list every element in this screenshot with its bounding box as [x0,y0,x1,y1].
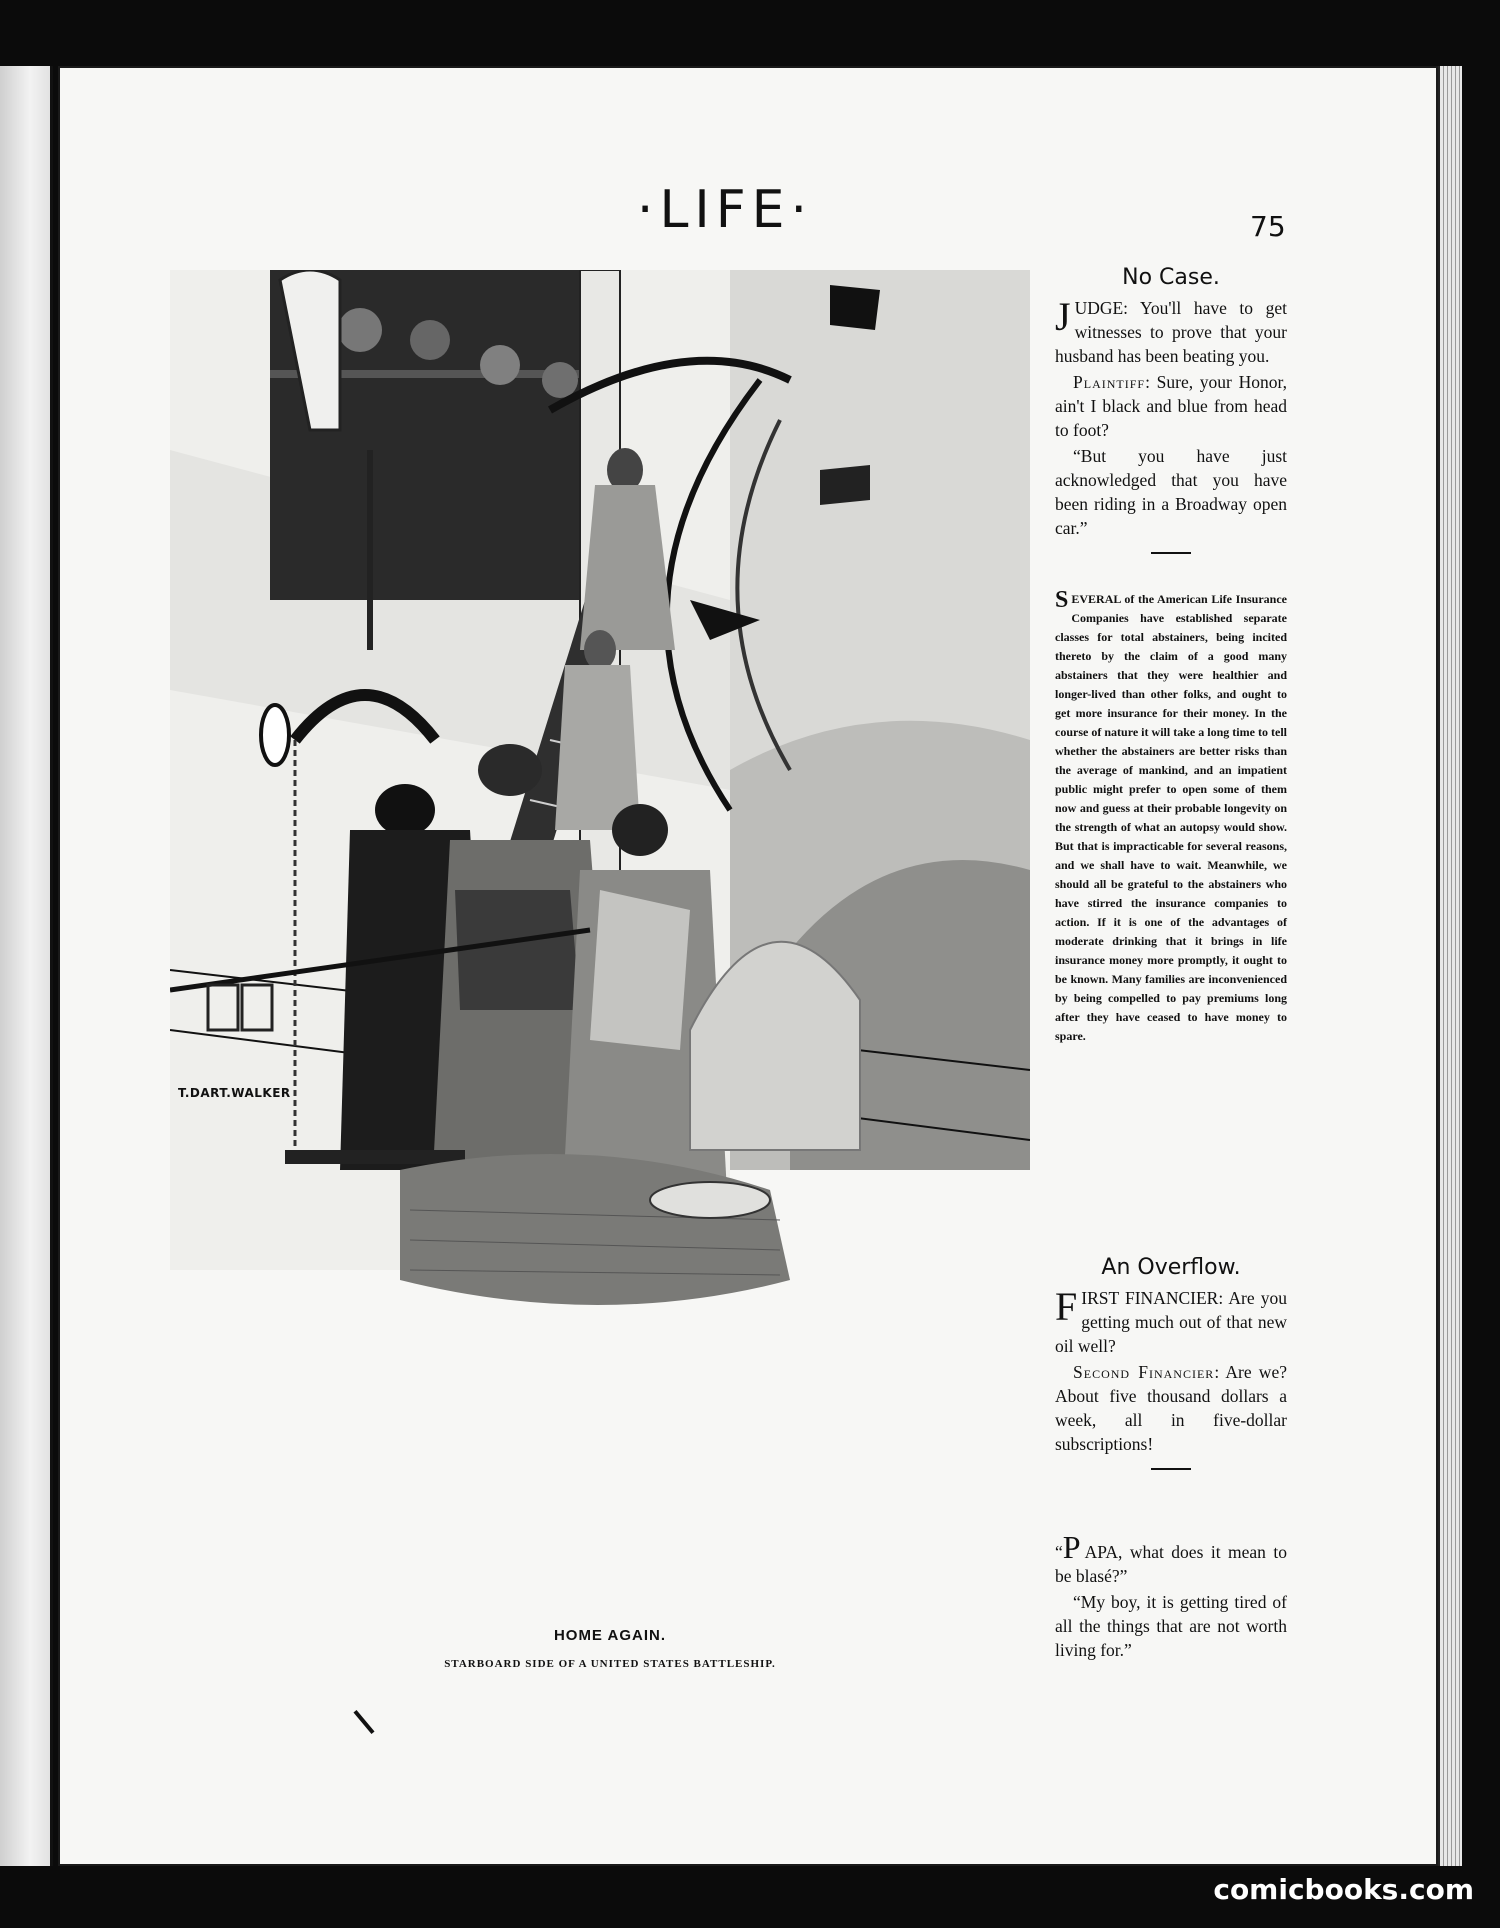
article-insurance [1055,587,1287,1046]
artist-signature: T.DART.WALKER [178,1086,291,1100]
caption-subtitle: STARBOARD SIDE OF A UNITED STATES BATTLESHIP. [444,1658,776,1670]
article-paragraph [1055,370,1287,442]
page-stack-edge [1438,66,1462,1866]
article-paragraph [1055,1530,1287,1588]
drop-cap: F [1055,1284,1078,1329]
article-paragraph [1055,1286,1287,1358]
paragraph-text: UDGE: You'll have to get witnesses to prove that your husband has been beating you. [1055,298,1287,366]
speaker-name: Second Financier [1073,1362,1215,1382]
section-rule [1151,552,1191,554]
article-no-case [1055,265,1287,566]
article-paragraph [1055,1360,1287,1456]
paragraph-text: IRST FINANCIER: Are you getting much out of that new oil well? [1055,1288,1287,1356]
masthead: ·LIFE· [636,180,814,240]
article-overflow [1055,1255,1287,1482]
left-page-edge [0,66,53,1866]
speaker-name: Plaintiff [1073,372,1146,392]
paragraph-text: APA, what does it mean to be blasé?” [1055,1542,1287,1586]
page-number: 75 [1250,210,1286,243]
illustration-drawing [170,270,1030,1570]
paragraph-text: EVERAL of the American Life Insurance Companies have established separate classes for total abstainers, being incited thereto by the claim of a good many abstainers that they were healthier and longer-lived than other folks, and ought to get more insurance for their money. In the course of nature it will take a long time to tell whether the abstainers are better risks than the average of mankind, and an impatient public might prefer to open some of them now and guess at their probable longevity on the strength of what an autopsy would show. But that is impracticable for several reasons, and we shall have to wait. Meanwhile, we should all be grateful to the abstainers who have stirred the insurance companies to action. If it is one of the advantages of moderate drinking that it brings in life insurance money more promptly, it ought to be known. Many families are inconvenienced by being compelled to pay premiums long after they have ceased to have money to spare. [1055,592,1287,1043]
illustration [170,270,1030,1570]
article-paragraph: “But you have just acknowledged that you have been riding in a Broadway open car.” [1055,446,1287,538]
article-heading: An Overflow. [1101,1255,1241,1280]
paragraph-text: : Sure, your Honor, ain't I black and blue from head to foot? [1055,372,1287,440]
drop-cap: P [1062,1529,1081,1565]
paragraph-text: : Are we? About five thousand dollars a week, all in five-dollar subscriptions! [1055,1362,1287,1454]
open-quote: “ [1055,1542,1063,1562]
article-paragraph: “My boy, it is getting tired of all the things that are not worth living for.” [1055,1592,1287,1660]
caption-title: HOME AGAIN. [553,1627,667,1644]
watermark: comicbooks.com [1213,1873,1474,1906]
article-heading: No Case. [1122,265,1220,290]
article-blase [1055,1530,1287,1664]
section-rule [1151,1468,1191,1470]
drop-cap: S [1055,587,1069,613]
drop-cap: J [1055,294,1071,339]
article-paragraph [1055,296,1287,368]
article-paragraph [1055,587,1287,1046]
